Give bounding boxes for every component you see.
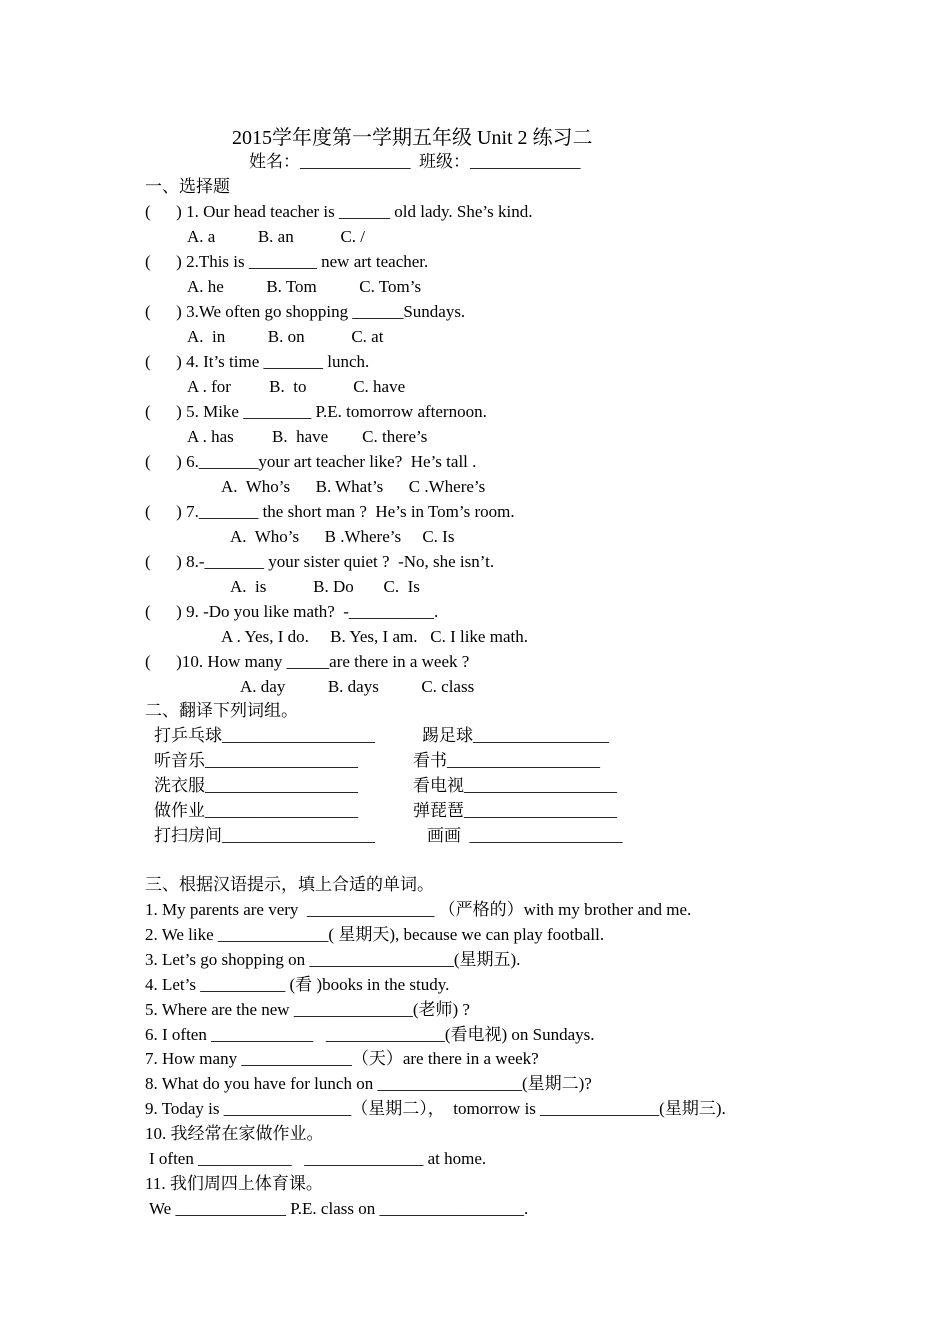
translation-item: 画画 __________________: [427, 826, 623, 845]
translation-item: 听音乐__________________: [154, 751, 358, 770]
fill-sentence-8: 8. What do you have for lunch on _________________(星期二)?: [145, 1074, 592, 1093]
translation-item: 看电视__________________: [413, 776, 617, 795]
question-10-options: A. day B. days C. class: [240, 677, 475, 696]
name-class-line: 姓名：_____________ 班级：_____________: [249, 152, 581, 171]
fill-sentence-1: 1. My parents are very _______________ （严格的）with my brother and me.: [145, 900, 692, 919]
translation-item: 弹琵琶__________________: [413, 801, 617, 820]
fill-sentence-6: 6. I often ____________ ______________(看电视) on Sundays.: [145, 1025, 595, 1044]
fill-sentence-7: 7. How many _____________（天）are there in a week?: [145, 1049, 539, 1068]
translation-item: 看书__________________: [413, 751, 600, 770]
section2-heading: 二、翻译下列词组。: [145, 701, 298, 720]
question-8: ( ) 8.-_______ your sister quiet ? -No, she isn’t.: [145, 552, 495, 571]
question-5: ( ) 5. Mike ________ P.E. tomorrow afternoon.: [145, 402, 487, 421]
question-9: ( ) 9. -Do you like math? -__________.: [145, 602, 439, 621]
question-6-options: A. Who’s B. What’s C .Where’s: [221, 477, 486, 496]
question-1-options: A. a B. an C. /: [187, 227, 366, 246]
translation-item: 打乒乓球__________________: [154, 726, 375, 745]
question-8-options: A. is B. Do C. Is: [230, 577, 420, 596]
fill-sentence-4: 4. Let’s __________ (看 )books in the study.: [145, 975, 450, 994]
translation-item: 踢足球________________: [422, 726, 609, 745]
question-6: ( ) 6._______your art teacher like? He’s tall .: [145, 452, 477, 471]
translation-item: 打扫房间__________________: [154, 826, 375, 845]
question-3-options: A. in B. on C. at: [187, 327, 384, 346]
question-7: ( ) 7._______ the short man ? He’s in Tom’s room.: [145, 502, 515, 521]
question-5-options: A . has B. have C. there’s: [187, 427, 428, 446]
fill-sentence-11: 11. 我们周四上体育课。: [145, 1174, 323, 1193]
fill-sentence-9: 9. Today is _______________（星期二）， tomorrow is ______________(星期三).: [145, 1099, 726, 1118]
question-3: ( ) 3.We often go shopping ______Sundays.: [145, 302, 466, 321]
question-7-options: A. Who’s B .Where’s C. Is: [230, 527, 455, 546]
question-4-options: A . for B. to C. have: [187, 377, 406, 396]
translation-item: 做作业__________________: [154, 801, 358, 820]
question-2: ( ) 2.This is ________ new art teacher.: [145, 252, 429, 271]
fill-sentence-10: 10. 我经常在家做作业。: [145, 1124, 324, 1143]
question-4: ( ) 4. It’s time _______ lunch.: [145, 352, 370, 371]
fill-sentence-11-answer: We _____________ P.E. class on _________________.: [149, 1199, 529, 1218]
fill-sentence-3: 3. Let’s go shopping on _________________(星期五).: [145, 950, 521, 969]
question-9-options: A . Yes, I do. B. Yes, I am. C. I like math.: [221, 627, 528, 646]
translation-item: 洗衣服__________________: [154, 776, 358, 795]
section3-heading: 三、根据汉语提示，填上合适的单词。: [145, 875, 434, 894]
fill-sentence-5: 5. Where are the new ______________(老师) ?: [145, 1000, 470, 1019]
question-1: ( ) 1. Our head teacher is ______ old lady. She’s kind.: [145, 202, 533, 221]
section1-heading: 一、选择题: [145, 177, 230, 196]
fill-sentence-2: 2. We like _____________( 星期天), because we can play football.: [145, 925, 605, 944]
question-2-options: A. he B. Tom C. Tom’s: [187, 277, 422, 296]
question-10: ( )10. How many _____are there in a week ?: [145, 652, 470, 671]
page-title: 2015学年度第一学期五年级 Unit 2 练习二: [232, 127, 593, 149]
fill-sentence-10-answer: I often ___________ ______________ at home.: [149, 1149, 487, 1168]
